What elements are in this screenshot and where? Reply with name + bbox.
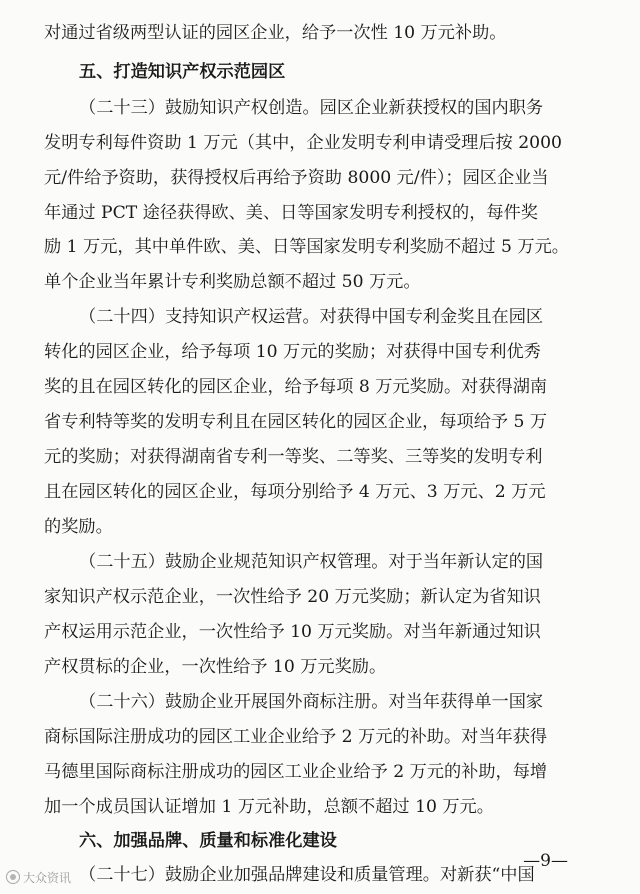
text-line: 且在园区转化的园区企业，每项分别给予 4 万元、3 万元、2 万元 [44, 482, 546, 502]
paragraph-start: （二十六）鼓励企业开展国外商标注册。对当年获得单一国家 [79, 692, 544, 712]
text-line: 马德里国际商标注册成功的园区工业企业给予 2 万元的补助，每增 [44, 762, 548, 782]
text-line: 产权贯标的企业，一次性给予 10 万元奖励。 [44, 657, 387, 677]
page-number: —9— [523, 851, 568, 871]
text-line: 奖的且在园区转化的园区企业，给予每项 8 万元奖励。对获得湖南 [44, 377, 548, 397]
paragraph-start: （二十四）支持知识产权运营。对获得中国专利金奖且在园区 [79, 307, 544, 327]
text-line: 励 1 万元，其中单件欧、美、日等国家发明专利奖励不超过 5 万元。 [44, 237, 569, 257]
text-line: 转化的园区企业，给予每项 10 万元的奖励；对获得中国专利优秀 [44, 342, 541, 362]
paragraph-start: （二十五）鼓励企业规范知识产权管理。对于当年新认定的国 [79, 552, 544, 572]
watermark-text: 大众资讯 [23, 871, 72, 885]
text-line: 元的奖励；对获得湖南省专利一等奖、二等奖、三等奖的发明专利 [44, 447, 543, 467]
text-line: 元/件给予资助，获得授权后再给予资助 8000 元/件）；园区企业当 [44, 168, 549, 188]
watermark [6, 870, 71, 886]
paragraph-start: （二十三）鼓励知识产权创造。园区企业新获授权的国内职务 [79, 98, 544, 118]
text-line: 省专利特等奖的发明专利且在园区转化的园区企业，每项给予 5 万 [44, 412, 548, 432]
section-heading: 五、打造知识产权示范园区 [79, 62, 286, 82]
text-line: 产权运用示范企业，一次性给予 10 万元奖励。对当年新通过知识 [44, 622, 541, 642]
paragraph-start: （二十七）鼓励企业加强品牌建设和质量管理。对新获“中国 [79, 865, 535, 885]
text-line: 加一个成员国认证增加 1 万元补助，总额不超过 10 万元。 [44, 797, 494, 817]
text-line: 年通过 PCT 途径获得欧、美、日等国家发明专利授权的，每件奖 [44, 203, 538, 223]
section-heading: 六、加强品牌、质量和标准化建设 [79, 831, 337, 851]
text-line: 单个企业当年累计专利奖励总额不超过 50 万元。 [44, 272, 421, 292]
watermark-icon [6, 870, 20, 884]
text-line: 商标国际注册成功的园区工业企业给予 2 万元的补助。对当年获得 [44, 727, 548, 747]
text-line: 家知识产权示范企业，一次性给予 20 万元奖励；新认定为省知识 [44, 587, 541, 607]
text-line: 对通过省级两型认证的园区企业，给予一次性 10 万元补助。 [44, 23, 507, 43]
text-line: 发明专利每件资助 1 万元（其中，企业发明专利申请受理后按 2000 [44, 133, 562, 153]
text-line: 的奖励。 [44, 517, 113, 537]
